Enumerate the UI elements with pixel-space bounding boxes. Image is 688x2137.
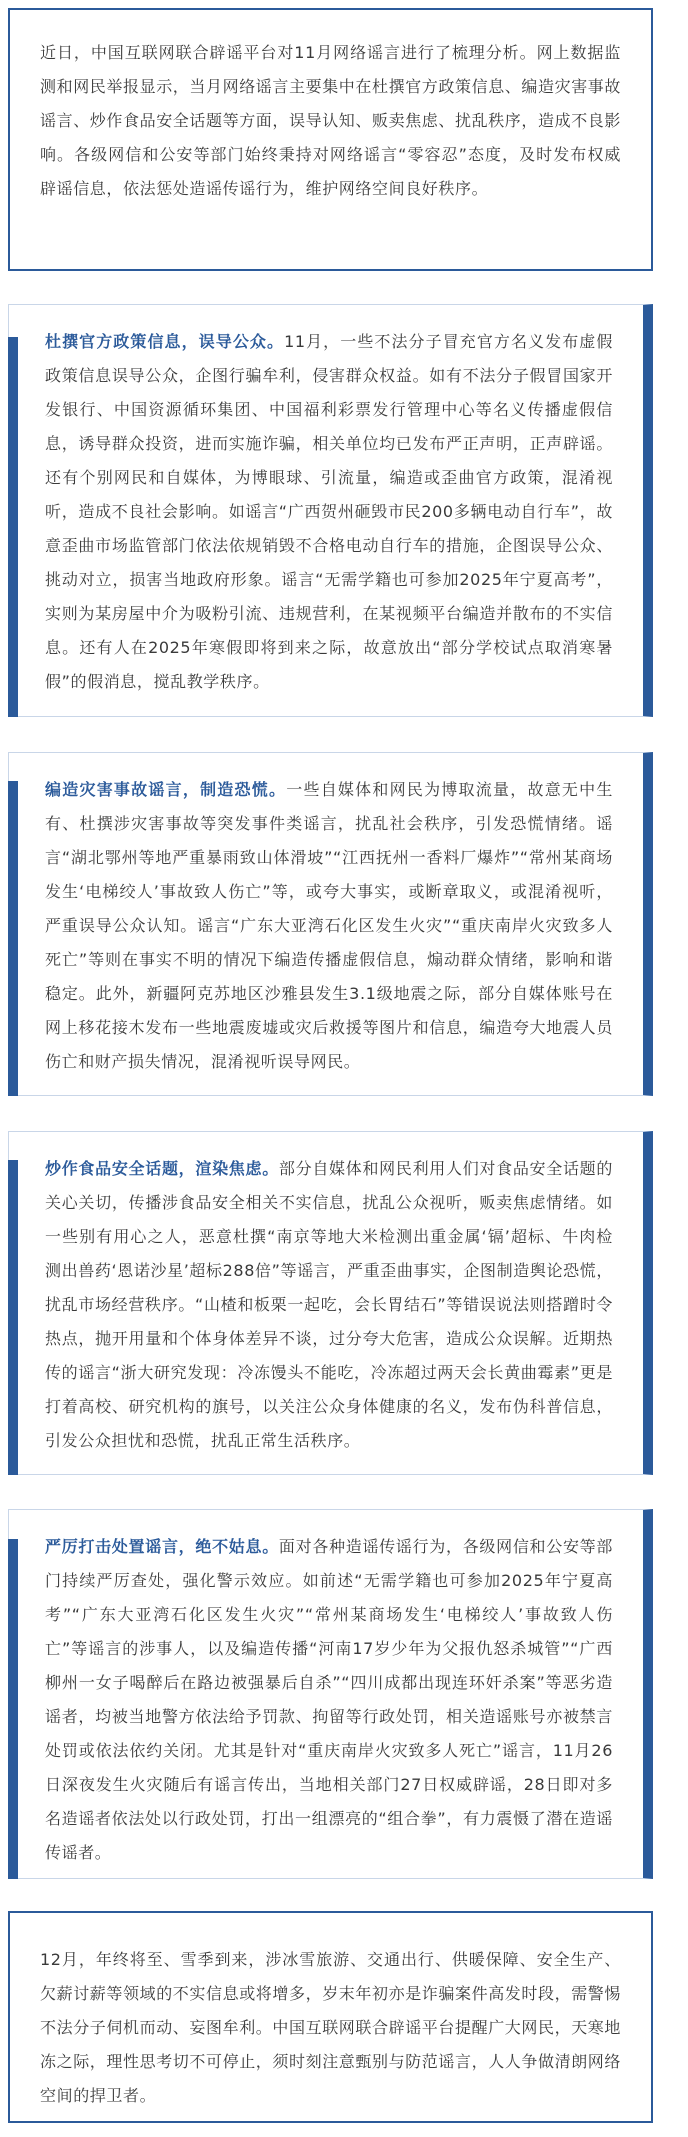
intro-paragraph: 近日，中国互联网联合辟谣平台对11月网络谣言进行了梳理分析。网上数据监测和网民举报显示，当月网络谣言主要集中在杜撰官方政策信息、编造灾害事故谣言、炒作食品安全话题等方面，误导认知、贩卖焦虑、扰乱秩序，造成不良影响。各级网信和公安等部门始终秉持对网络谣言“零容忍”态度，及时发布权威辟谣信息，依法惩处造谣传谣行为，维护网络空间良好秩序。 xyxy=(40,43,622,198)
section-lead: 杜撰官方政策信息，误导公众。 xyxy=(45,332,285,351)
section-left-accent xyxy=(8,1160,18,1475)
section-paragraph xyxy=(45,325,613,699)
section-left-accent xyxy=(8,1539,18,1879)
section-lead: 炒作食品安全话题，渲染焦虑。 xyxy=(45,1159,279,1178)
section-food-safety xyxy=(8,1131,653,1475)
section-body: 部分自媒体和网民利用人们对食品安全话题的关心关切，传播涉食品安全相关不实信息，扰乱公众视听，贩卖焦虑情绪。如一些别有用心之人，恶意杜撰“南京等地大米检测出重金属‘镉’超标、牛肉检测出兽药‘恩诺沙星’超标288倍”等谣言，严重歪曲事实，企图制造舆论恐慌，扰乱市场经营秩序。“山楂和板栗一起吃，会长胃结石”等错误说法则搭蹭时令热点，抛开用量和个体身体差异不谈，过分夸大危害，造成公众误解。近期热传的谣言“浙大研究发现：冷冻馒头不能吃，冷冻超过两天会长黄曲霉素”更是打着高校、研究机构的旗号，以关注公众身体健康的名义，发布伪科普信息，引发公众担忧和恐慌，扰乱正常生活秩序。 xyxy=(45,1159,613,1450)
intro-box xyxy=(8,8,653,271)
section-body: 11月，一些不法分子冒充官方名义发布虚假政策信息误导公众，企图行骗牟利，侵害群众权益。如有不法分子假冒国家开发银行、中国资源循环集团、中国福利彩票发行管理中心等名义传播虚假信息，诱导群众投资，进而实施诈骗，相关单位均已发布严正声明，正声辟谣。还有个别网民和自媒体，为博眼球、引流量，编造或歪曲官方政策，混淆视听，造成不良社会影响。如谣言“广西贺州砸毁市民200多辆电动自行车”，故意歪曲市场监管部门依法依规销毁不合格电动自行车的措施，企图误导公众、挑动对立，损害当地政府形象。谣言“无需学籍也可参加2025年宁夏高考”，实则为某房屋中介为吸粉引流、违规营利，在某视频平台编造并散布的不实信息。还有人在2025年寒假即将到来之际，故意放出“部分学校试点取消寒暑假”的假消息，搅乱教学秩序。 xyxy=(45,332,613,691)
section-disaster-rumors xyxy=(8,752,653,1096)
section-body: 一些自媒体和网民为博取流量，故意无中生有、杜撰涉灾害事故等突发事件类谣言，扰乱社会秩序，引发恐慌情绪。谣言“湖北鄂州等地严重暴雨致山体滑坡”“江西抚州一香料厂爆炸”“常州某商场发生‘电梯绞人’事故致人伤亡”等，或夸大事实，或断章取义，或混淆视听，严重误导公众认知。谣言“广东大亚湾石化区发生火灾”“重庆南岸火灾致多人死亡”等则在事实不明的情况下编造传播虚假信息，煽动群众情绪，影响和谐稳定。此外，新疆阿克苏地区沙雅县发生3.1级地震之际，部分自媒体账号在网上移花接木发布一些地震废墟或灾后救援等图片和信息，编造夸大地震人员伤亡和财产损失情况，混淆视听误导网民。 xyxy=(45,780,613,1071)
section-left-accent xyxy=(8,337,18,717)
section-left-accent xyxy=(8,781,18,1096)
section-lead: 编造灾害事故谣言，制造恐慌。 xyxy=(45,780,287,799)
section-body: 面对各种造谣传谣行为，各级网信和公安等部门持续严厉查处，强化警示效应。如前述“无需学籍也可参加2025年宁夏高考”“广东大亚湾石化区发生火灾”“常州某商场发生‘电梯绞人’事故致人伤亡”等谣言的涉事人，以及编造传播“河南17岁少年为父报仇怒杀城管”“广西柳州一女子喝醉后在路边被强暴后自杀”“四川成都出现连环奸杀案”等恶劣造谣者，均被当地警方依法给予罚款、拘留等行政处罚，相关造谣账号亦被禁言处罚或依法依约关闭。尤其是针对“重庆南岸火灾致多人死亡”谣言，11月26日深夜发生火灾随后有谣言传出，当地相关部门27日权威辟谣，28日即对多名造谣者依法处以行政处罚，打出一组漂亮的“组合拳”，有力震慑了潜在造谣传谣者。 xyxy=(45,1537,613,1862)
section-fabricated-policy xyxy=(8,304,653,717)
section-crackdown xyxy=(8,1509,653,1879)
section-lead: 严厉打击处置谣言，绝不姑息。 xyxy=(45,1537,279,1556)
outro-box xyxy=(8,1911,653,2123)
section-paragraph xyxy=(45,773,613,1079)
section-paragraph xyxy=(45,1152,613,1458)
section-paragraph xyxy=(45,1530,613,1870)
outro-paragraph: 12月，年终将至、雪季到来，涉冰雪旅游、交通出行、供暖保障、安全生产、欠薪讨薪等领域的不实信息或将增多，岁末年初亦是诈骗案件高发时段，需警惕不法分子伺机而动、妄图牟利。中国互联网联合辟谣平台提醒广大网民，天寒地冻之际，理性思考切不可停止，须时刻注意甄别与防范谣言，人人争做清朗网络空间的捍卫者。 xyxy=(40,1950,622,2105)
